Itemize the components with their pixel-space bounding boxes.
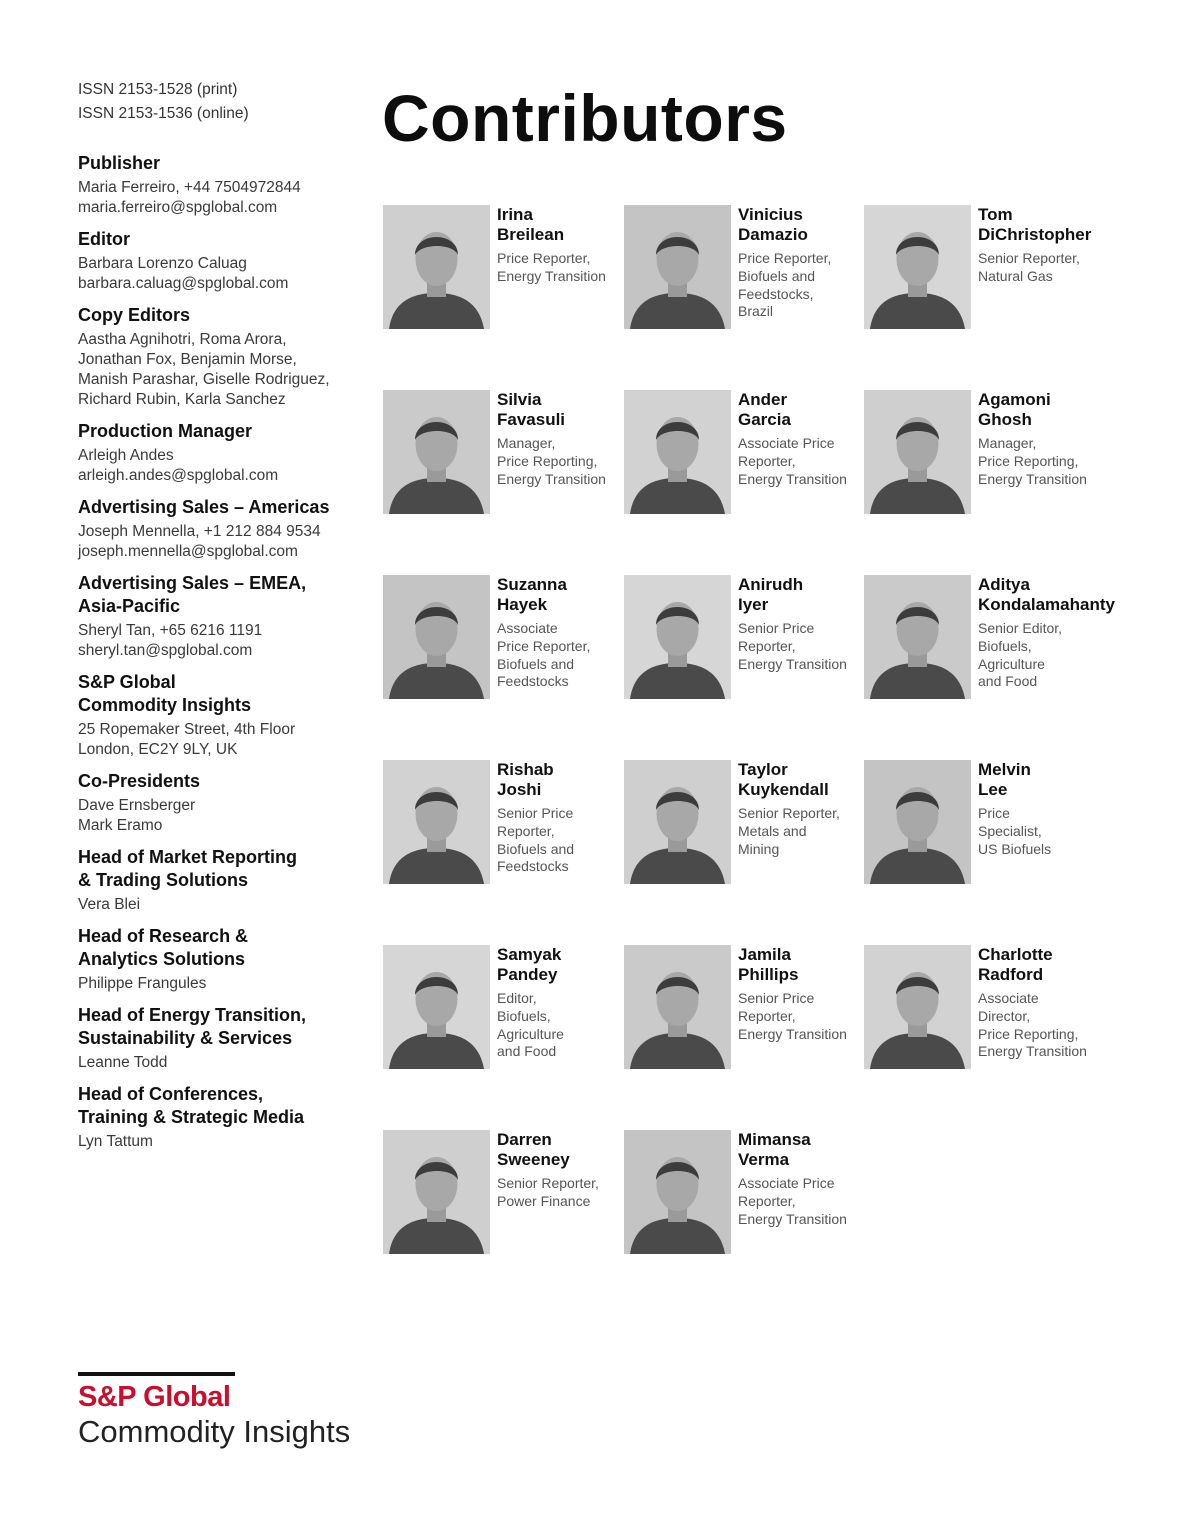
- contributor-name: Ander Garcia: [738, 390, 791, 429]
- contributor-photo: [624, 390, 731, 514]
- contributor-role: Senior Price Reporter, Energy Transition: [738, 990, 847, 1042]
- masthead-heading: Editor: [78, 229, 130, 249]
- contributor-name: Samyak Pandey: [497, 945, 562, 984]
- contributor-name: Silvia Favasuli: [497, 390, 566, 429]
- contributor-card: [864, 945, 1099, 1069]
- portrait-icon: [624, 945, 731, 1069]
- masthead-section: [78, 496, 363, 562]
- contributor-name: Aditya Kondalamahanty: [978, 575, 1115, 614]
- masthead-body: Dave Ernsberger Mark Eramo: [78, 797, 196, 834]
- masthead-heading: Head of Conferences, Training & Strategic Media: [78, 1084, 305, 1127]
- contributor-card: [383, 760, 618, 884]
- portrait-icon: [383, 760, 490, 884]
- contributor-card: [864, 205, 1099, 329]
- portrait-icon: [624, 1130, 731, 1254]
- masthead-heading: Head of Energy Transition, Sustainability & Services: [78, 1005, 307, 1048]
- contributor-name: Irina Breilean: [497, 205, 565, 244]
- contributor-role: Senior Reporter, Power Finance: [497, 1175, 599, 1209]
- masthead-body: 25 Ropemaker Street, 4th Floor London, EC2Y 9LY, UK: [78, 721, 296, 758]
- contributor-role: Associate Price Reporter, Energy Transition: [738, 1175, 847, 1227]
- portrait-icon: [864, 945, 971, 1069]
- masthead-section: [78, 1083, 363, 1152]
- portrait-icon: [864, 575, 971, 699]
- contributor-card: [383, 390, 618, 514]
- portrait-icon: [383, 205, 490, 329]
- portrait-icon: [624, 390, 731, 514]
- contributor-photo: [864, 390, 971, 514]
- masthead-heading: Head of Market Reporting & Trading Solutions: [78, 847, 298, 890]
- contributor-name: Agamoni Ghosh: [978, 390, 1051, 429]
- masthead-body: Barbara Lorenzo Caluag barbara.caluag@spglobal.com: [78, 255, 289, 292]
- masthead-body: Joseph Mennella, +1 212 884 9534 joseph.mennella@spglobal.com: [78, 523, 321, 560]
- issn-online: ISSN 2153-1536 (online): [78, 105, 249, 122]
- contributor-photo: [383, 1130, 490, 1254]
- masthead-body: Lyn Tattum: [78, 1133, 153, 1150]
- issn-print: ISSN 2153-1528 (print): [78, 81, 238, 98]
- masthead-section: [78, 846, 363, 915]
- contributor-role: Price Reporter, Energy Transition: [497, 250, 606, 284]
- contributor-role: Price Specialist, US Biofuels: [978, 805, 1052, 857]
- contributor-name: Charlotte Radford: [978, 945, 1053, 984]
- masthead-section: [78, 770, 363, 836]
- masthead-heading: S&P Global Commodity Insights: [78, 672, 252, 715]
- masthead-section: [78, 1004, 363, 1073]
- contributor-card: [383, 575, 618, 699]
- contributor-photo: [383, 390, 490, 514]
- portrait-icon: [864, 205, 971, 329]
- logo-brand: S&P Global: [78, 1381, 231, 1413]
- masthead: [78, 152, 363, 1162]
- masthead-body: Sheryl Tan, +65 6216 1191 sheryl.tan@spglobal.com: [78, 622, 263, 659]
- contributor-name: Vinicius Damazio: [738, 205, 808, 244]
- masthead-heading: Co-Presidents: [78, 771, 201, 791]
- contributor-name: Mimansa Verma: [738, 1130, 811, 1169]
- contributor-photo: [624, 945, 731, 1069]
- masthead-heading: Advertising Sales – Americas: [78, 497, 330, 517]
- contributor-card: [624, 945, 859, 1069]
- contributor-name: Rishab Joshi: [497, 760, 554, 799]
- contributor-card: [624, 760, 859, 884]
- contributor-card: [864, 575, 1115, 699]
- contributor-name: Taylor Kuykendall: [738, 760, 829, 799]
- masthead-section: [78, 572, 363, 661]
- contributor-photo: [383, 205, 490, 329]
- masthead-body: Maria Ferreiro, +44 7504972844 maria.ferreiro@spglobal.com: [78, 179, 301, 216]
- contributor-name: Darren Sweeney: [497, 1130, 570, 1169]
- masthead-heading: Head of Research & Analytics Solutions: [78, 926, 249, 969]
- masthead-section: [78, 671, 363, 760]
- portrait-icon: [383, 575, 490, 699]
- portrait-icon: [383, 1130, 490, 1254]
- company-logo: [78, 1372, 350, 1450]
- contributor-name: Jamila Phillips: [738, 945, 799, 984]
- masthead-body: Arleigh Andes arleigh.andes@spglobal.com: [78, 447, 279, 484]
- contributor-photo: [624, 1130, 731, 1254]
- masthead-heading: Advertising Sales – EMEA, Asia-Pacific: [78, 573, 307, 616]
- contributor-card: [383, 1130, 618, 1254]
- logo-subtitle: Commodity Insights: [78, 1414, 351, 1449]
- contributor-name: Anirudh Iyer: [738, 575, 804, 614]
- portrait-icon: [624, 205, 731, 329]
- masthead-body: Vera Blei: [78, 896, 141, 913]
- masthead-section: [78, 925, 363, 994]
- contributor-name: Suzanna Hayek: [497, 575, 567, 614]
- portrait-icon: [383, 390, 490, 514]
- portrait-icon: [624, 575, 731, 699]
- logo-rule: [78, 1372, 235, 1376]
- issn-block: [78, 78, 249, 126]
- contributor-role: Manager, Price Reporting, Energy Transition: [978, 435, 1087, 487]
- contributor-name: Tom DiChristopher: [978, 205, 1092, 244]
- portrait-icon: [624, 760, 731, 884]
- contributor-photo: [864, 945, 971, 1069]
- contributor-photo: [624, 760, 731, 884]
- masthead-section: [78, 420, 363, 486]
- contributor-role: Associate Price Reporter, Energy Transition: [738, 435, 847, 487]
- contributor-photo: [624, 205, 731, 329]
- contributor-photo: [383, 575, 490, 699]
- contributor-role: Editor, Biofuels, Agriculture and Food: [497, 990, 564, 1060]
- contributor-role: Associate Director, Price Reporting, Energy Transition: [978, 990, 1087, 1060]
- contributor-name: Melvin Lee: [978, 760, 1031, 799]
- masthead-section: [78, 228, 363, 294]
- contributor-card: [624, 390, 859, 514]
- contributor-photo: [383, 760, 490, 884]
- contributor-role: Senior Editor, Biofuels, Agriculture and Food: [978, 620, 1063, 690]
- contributor-photo: [864, 760, 971, 884]
- contributor-card: [624, 205, 859, 329]
- portrait-icon: [383, 945, 490, 1069]
- contributor-photo: [624, 575, 731, 699]
- contributor-role: Manager, Price Reporting, Energy Transition: [497, 435, 606, 487]
- contributor-role: Price Reporter, Biofuels and Feedstocks, Brazil: [738, 250, 832, 320]
- masthead-body: Philippe Frangules: [78, 975, 207, 992]
- contributor-role: Senior Reporter, Metals and Mining: [738, 805, 840, 857]
- masthead-heading: Production Manager: [78, 421, 253, 441]
- contributor-role: Senior Price Reporter, Energy Transition: [738, 620, 847, 672]
- masthead-heading: Publisher: [78, 153, 161, 173]
- contributor-card: [864, 760, 1099, 884]
- contributor-photo: [864, 575, 971, 699]
- contributor-photo: [383, 945, 490, 1069]
- masthead-heading: Copy Editors: [78, 305, 191, 325]
- masthead-section: [78, 152, 363, 218]
- portrait-icon: [864, 390, 971, 514]
- contributor-card: [383, 205, 618, 329]
- page-title: Contributors: [382, 81, 788, 155]
- contributor-photo: [864, 205, 971, 329]
- contributor-card: [624, 1130, 859, 1254]
- contributor-card: [864, 390, 1099, 514]
- contributor-role: Associate Price Reporter, Biofuels and Feedstocks: [497, 620, 591, 690]
- masthead-section: [78, 304, 363, 410]
- masthead-body: Aastha Agnihotri, Roma Arora, Jonathan Fox, Benjamin Morse, Manish Parashar, Giselle Rodriguez, Richard Rubin, Karla Sanchez: [78, 331, 330, 408]
- portrait-icon: [864, 760, 971, 884]
- contributor-role: Senior Price Reporter, Biofuels and Feedstocks: [497, 805, 575, 875]
- masthead-body: Leanne Todd: [78, 1054, 168, 1071]
- contributor-role: Senior Reporter, Natural Gas: [978, 250, 1080, 284]
- contributor-card: [624, 575, 859, 699]
- contributor-card: [383, 945, 618, 1069]
